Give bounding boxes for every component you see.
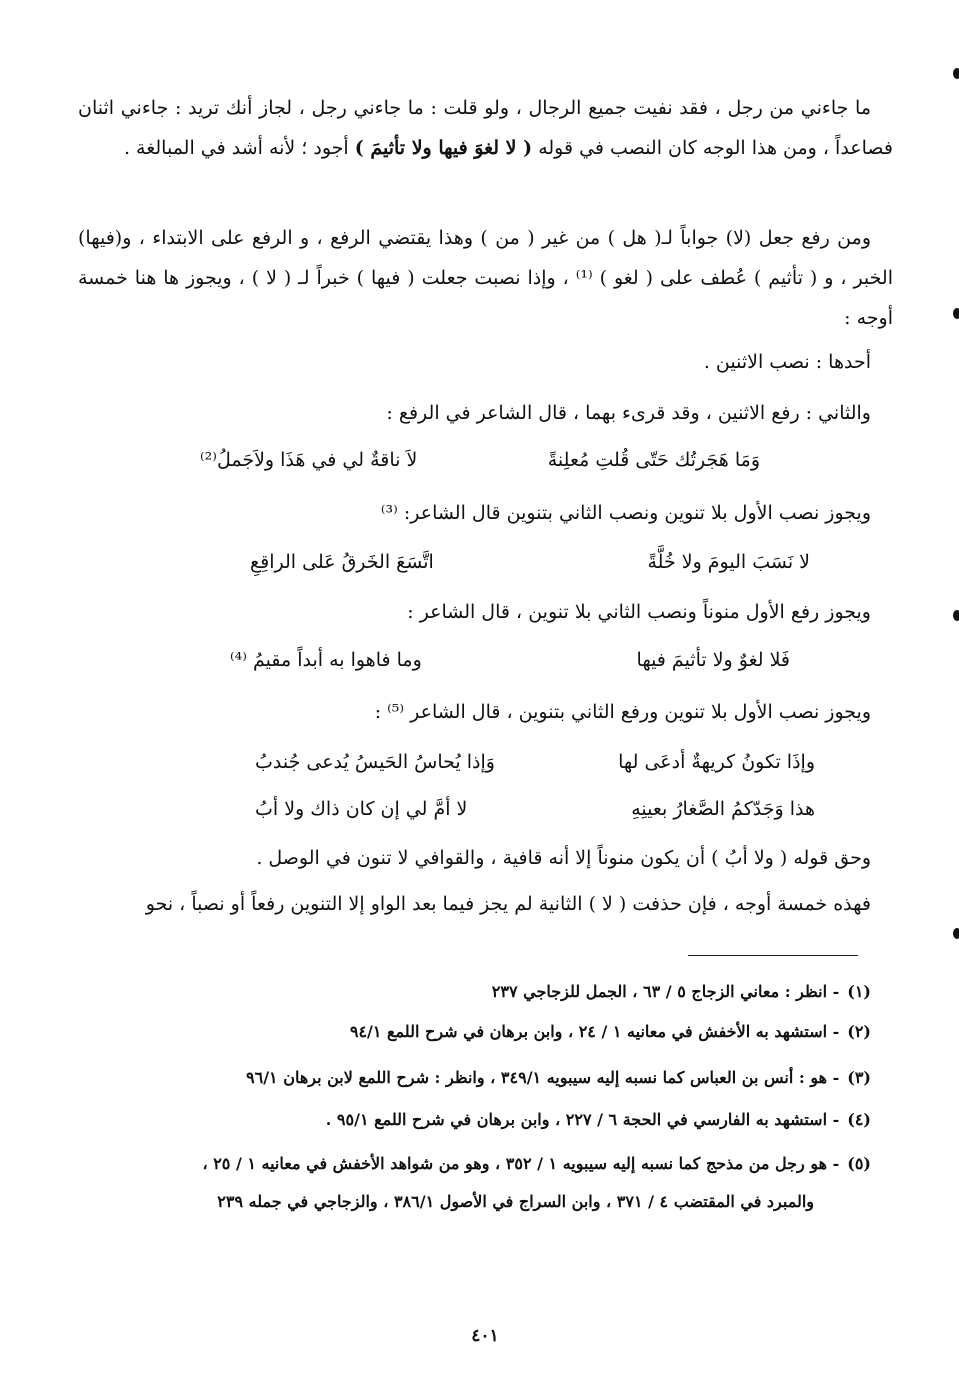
paragraph-intro — [78, 88, 893, 168]
footnote-text: - هو : أنس بن العباس كما نسبه إليه سيبويه ٣٤٩/١ ، وانظر : شرح اللمع لابن برهان ٩٦/١ — [246, 1068, 840, 1087]
verse-3-first-hemistich: فَلا لغوٌ ولا تأثيمَ فيها — [636, 649, 790, 671]
footnote-separator — [688, 955, 858, 956]
binding-hole-mark — [953, 68, 959, 79]
page-number: ٤٠١ — [471, 1326, 499, 1346]
footnote-text: - هو رجل من مذحج كما نسبه إليه سيبويه ١ / ٣٥٢ ، وهو من شواهد الأخفش في معانيه ١ / ٢٥ ، — [202, 1154, 840, 1173]
verse-1-second-hemistich: لاَ ناقةٌ لي في هَذَا ولاَجَملُ⁽²⁾ — [200, 449, 418, 471]
binding-hole-mark — [953, 610, 959, 621]
third-case-line: ويجوز نصب الأول بلا تنوين ونصب الثاني بتنوين قال الشاعر: ⁽³⁾ — [380, 502, 871, 524]
verse-2-second-hemistich: اتَّسَعَ الخَرقُ عَلى الراقِعِ — [250, 551, 434, 573]
paragraph-raf-text: ومن رفع جعل (لا) جواباً لـ( هل ) من غير ( من ) وهذا يقتضي الرفع ، و الرفع على الابتداء ، و(فيها) الخبر ، و ( تأثيم ) عُطف على ( لغو ) ⁽¹⁾ ، وإذا نصبت جعلت ( فيها ) خبراً لـ ( لا ) ، ويجوز ها هنا خمسة أوجه : — [78, 227, 893, 329]
footnote-5-continuation: والمبرد في المقتضب ٤ / ٣٧١ ، وابن السراج في الأصول ٣٨٦/١ ، والزجاجي في جمله ٢٣٩ — [217, 1192, 814, 1211]
verse-3 — [230, 640, 790, 680]
footnote-3 — [246, 1064, 871, 1092]
footnote-number: (٥) — [847, 1154, 871, 1173]
footnote-text: - استشهد به الفارسي في الحجة ٦ / ٢٢٧ ، وابن برهان في شرح اللمع ٩٥/١ . — [325, 1110, 840, 1129]
verse-4-first-hemistich: وإذَا تكونُ كريهةٌ أدعَى لها — [618, 751, 815, 773]
first-case-line: أحدها : نصب الاثنين . — [703, 351, 871, 373]
verse-1 — [200, 440, 760, 480]
binding-hole-mark — [953, 308, 959, 319]
footnote-text: - انظر : معاني الزجاج ٥ / ٦٣ ، الجمل للزجاجي ٢٣٧ — [491, 982, 840, 1001]
quran-quote: ( لا لغوَ فيها ولا تأثيمَ ) — [354, 137, 533, 159]
verse-5-second-hemistich: لا أمَّ لي إن كان ذاك ولا أبُ — [255, 798, 468, 820]
verse-4 — [255, 742, 815, 782]
paragraph-raf — [78, 218, 893, 338]
footnote-4 — [326, 1106, 871, 1134]
verse-2 — [250, 542, 810, 582]
paragraph-intro-text: ما جاءني من رجل ، فقد نفيت جميع الرجال ، ولو قلت : ما جاءني رجل ، لجاز أنك تريد : جاءني اثنان فصاعداً ، ومن هذا الوجه كان النصب في قوله — [78, 97, 893, 159]
footnote-number: (٢) — [847, 1022, 871, 1041]
fifth-case-line: ويجوز نصب الأول بلا تنوين ورفع الثاني بتنوين ، قال الشاعر ⁽⁵⁾ : — [374, 701, 871, 723]
paragraph-intro-end: أجود ؛ لأنه أشد في المبالغة . — [123, 137, 349, 159]
haqq-line: وحق قوله ( ولا أبُ ) أن يكون منوناً إلا أنه قافية ، والقوافي لا تنون في الوصل . — [256, 847, 871, 869]
second-case-line: والثاني : رفع الاثنين ، وقد قرىء بهما ، قال الشاعر في الرفع : — [386, 402, 871, 424]
fourth-case-line: ويجوز رفع الأول منوناً ونصب الثاني بلا تنوين ، قال الشاعر : — [407, 601, 871, 623]
footnote-5 — [202, 1150, 871, 1178]
footnote-1 — [492, 978, 871, 1006]
footnote-number: (٣) — [847, 1068, 871, 1087]
verse-5 — [255, 789, 815, 829]
footnote-number: (٤) — [847, 1110, 871, 1129]
verse-2-first-hemistich: لا نَسَبَ اليومَ ولا خُلَّةً — [647, 551, 810, 573]
closing-line: فهذه خمسة أوجه ، فإن حذفت ( لا ) الثانية لم يجز فيما بعد الواو إلا التنوين رفعاً أو نصباً ، نحو — [145, 893, 871, 915]
footnote-number: (١) — [847, 982, 871, 1001]
footnote-2 — [350, 1018, 871, 1046]
verse-4-second-hemistich: وَإذا يُحاسُ الحَيسُ يُدعى جُندبُ — [255, 751, 495, 773]
verse-1-first-hemistich: وَمَا هَجَرتُك حَتّى قُلتِ مُعلِنةً — [547, 449, 760, 471]
verse-3-second-hemistich: وما فاهوا به أبداً مقيمُ ⁽⁴⁾ — [230, 649, 422, 671]
verse-5-first-hemistich: هذا وَجَدّكمُ الصَّغارُ بعينِهِ — [631, 798, 815, 820]
footnote-text: - استشهد به الأخفش في معانيه ١ / ٢٤ ، وابن برهان في شرح اللمع ٩٤/١ — [349, 1022, 840, 1041]
binding-hole-mark — [953, 928, 959, 939]
